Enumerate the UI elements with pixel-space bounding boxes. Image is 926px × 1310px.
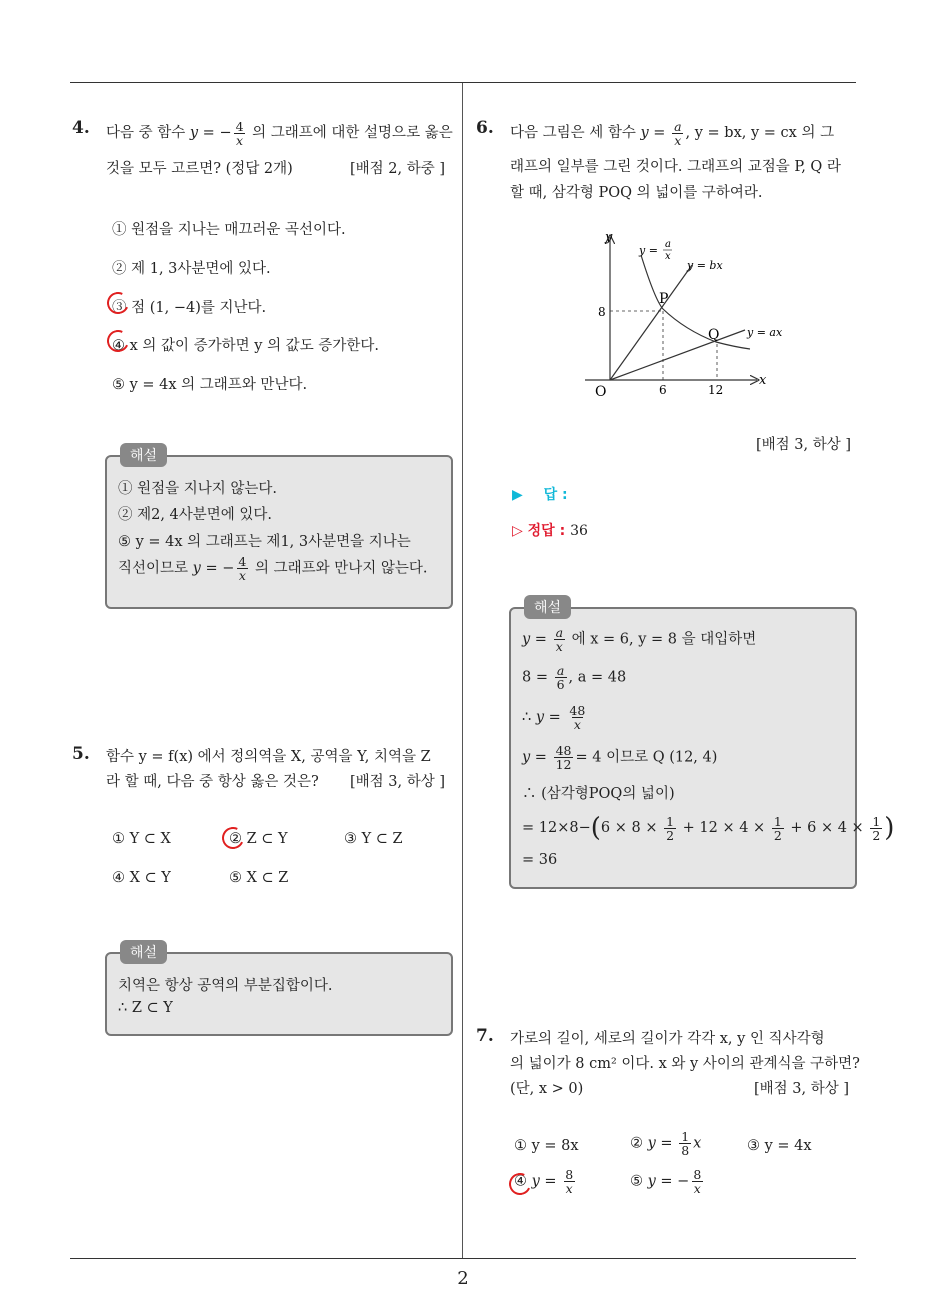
tick-y-8: 8 [598,305,606,319]
q7-score: [배점 3, 하상 ] [754,1081,850,1097]
outline-play-icon: ▷ [512,523,523,539]
hyperbola-label-a: a [665,239,671,250]
q6-answer-row: ▶ 답 : [512,487,568,503]
line-ax-label: y = ax [747,326,783,339]
q6-sol-line5: ∴ (삼각형POQ의 넓이) [522,786,675,802]
q6-sol-line1: y = $\frac{a}{x}$ 에 x = 6, y = 8 을 대입하면 [522,625,757,654]
q5-sol-line1: 치역은 항상 공역의 부분집합이다. [118,978,333,994]
origin-label: O [595,384,607,400]
q7-stem-line3: (단, x > 0) [510,1081,584,1097]
q6-number: 6. [476,118,494,138]
q6-sol-line7: = 36 [522,852,558,868]
q4-choice-2[interactable]: ② 제 1, 3사분면에 있다. [112,261,271,277]
q5-choice-4[interactable]: ④ X ⊂ Y [112,870,171,886]
hyperbola-label-x: x [665,251,671,262]
q5-choice-1[interactable]: ① Y ⊂ X [112,831,171,847]
q7-choice-1[interactable]: ① y = 8x [514,1138,579,1154]
q4-sol-line2: ② 제2, 4사분면에 있다. [118,507,273,523]
q5-choice-2[interactable]: ② Z ⊂ Y [229,831,288,847]
q6-stem-line2: 래프의 일부를 그린 것이다. 그래프의 교점을 P, Q 라 [510,159,841,175]
q4-sol-line1: ① 원점을 지나지 않는다. [118,481,277,497]
q7-number: 7. [476,1026,494,1046]
q5-choice-5[interactable]: ⑤ X ⊂ Z [229,870,289,886]
answer-circle-mark [219,824,247,852]
q6-sol-line3: ∴ y = $\frac{48}{x}$ [522,703,586,732]
point-p-label: P [659,291,669,307]
q4-number: 4. [72,118,90,138]
x-axis-label: x [759,373,767,388]
q6-stem-line3: 할 때, 삼각형 POQ 의 넓이를 구하여라. [510,185,763,201]
q5-stem-line1: 함수 y = f(x) 에서 정의역을 X, 공역을 Y, 치역을 Z [106,749,431,765]
q7-stem-line1: 가로의 길이, 세로의 길이가 각각 x, y 인 직사각형 [510,1031,825,1047]
q4-choice-5[interactable]: ⑤ y = 4x 의 그래프와 만난다. [112,377,308,393]
q4-stem-line1: 다음 중 함수 y = − $\frac{4}{x}$ 의 그래프에 대한 설명으로 옳은 [106,118,453,148]
q5-solution-tab: 해설 [120,940,167,964]
play-icon: ▶ [512,487,523,503]
bottom-rule [70,1258,856,1259]
q4-stem-line2: 것을 모두 고르면? (정답 2개) [106,161,293,177]
q4-choice-3[interactable]: ③ 점 (1, −4)를 지난다. [112,300,267,316]
y-axis-label: y [605,230,613,245]
q7-choice-2[interactable]: ② y = $\frac{1}{8}$ x [630,1129,702,1158]
q6-sol-line4: y = $\frac{48}{12}$ = 4 이므로 Q (12, 4) [522,743,718,772]
q6-sol-line6: = 12×8−(6 × 8 × $\frac{1}{2}$ + 12 × 4 × $\frac{1}{2}$ + 6 × 4 × $\frac{1}{2}$ ) [522,813,895,843]
q4-choice-1[interactable]: ① 원점을 지나는 매끄러운 곡선이다. [112,222,346,238]
tick-x-12: 12 [708,383,724,397]
q4-score: [배점 2, 하중 ] [350,161,446,177]
q5-score: [배점 3, 하상 ] [350,774,446,790]
line-ax [610,330,745,380]
q4-choice-4[interactable]: ④ x 의 값이 증가하면 y 의 값도 증가한다. [112,338,379,354]
q4-sol-line4: 직선이므로 y = − $\frac{4}{x}$ 의 그래프와 만나지 않는다. [118,554,428,583]
q4-solution-tab: 해설 [120,443,167,467]
q5-choice-3[interactable]: ③ Y ⊂ Z [344,831,403,847]
q6-correct-row: ▷ 정답 : 36 [512,523,588,539]
q6-solution-tab: 해설 [524,595,571,619]
q6-sol-line2: 8 = $\frac{a}{6}$ , a = 48 [522,663,627,692]
line-bx-label: y = bx [687,259,723,272]
page-number: 2 [457,1268,469,1289]
q7-choice-3[interactable]: ③ y = 4x [747,1138,812,1154]
q7-stem-line2: 의 넓이가 8 cm² 이다. x 와 y 사이의 관계식을 구하면? [510,1056,860,1072]
q6-graph [575,225,795,405]
q5-sol-line2: ∴ Z ⊂ Y [118,1000,173,1016]
q4-sol-line3: ⑤ y = 4x 의 그래프는 제1, 3사분면을 지나는 [118,534,411,550]
point-q-label: Q [708,327,720,343]
tick-x-6: 6 [659,383,667,397]
q5-stem-line2: 라 할 때, 다음 중 항상 옳은 것은? [106,774,319,790]
q7-choice-5[interactable]: ⑤ y = − $\frac{8}{x}$ [630,1167,702,1196]
q6-stem-line1: 다음 그림은 세 함수 y = $\frac{a}{x}$ , y = bx, y = cx 의 그 [510,118,835,148]
q7-choice-4[interactable]: ④ y = $\frac{8}{x}$ [514,1167,574,1196]
top-rule [70,82,856,83]
q5-number: 5. [72,744,90,764]
q6-score: [배점 3, 하상 ] [756,437,852,453]
column-divider [462,83,463,1258]
hyperbola-label: y = [639,244,658,257]
